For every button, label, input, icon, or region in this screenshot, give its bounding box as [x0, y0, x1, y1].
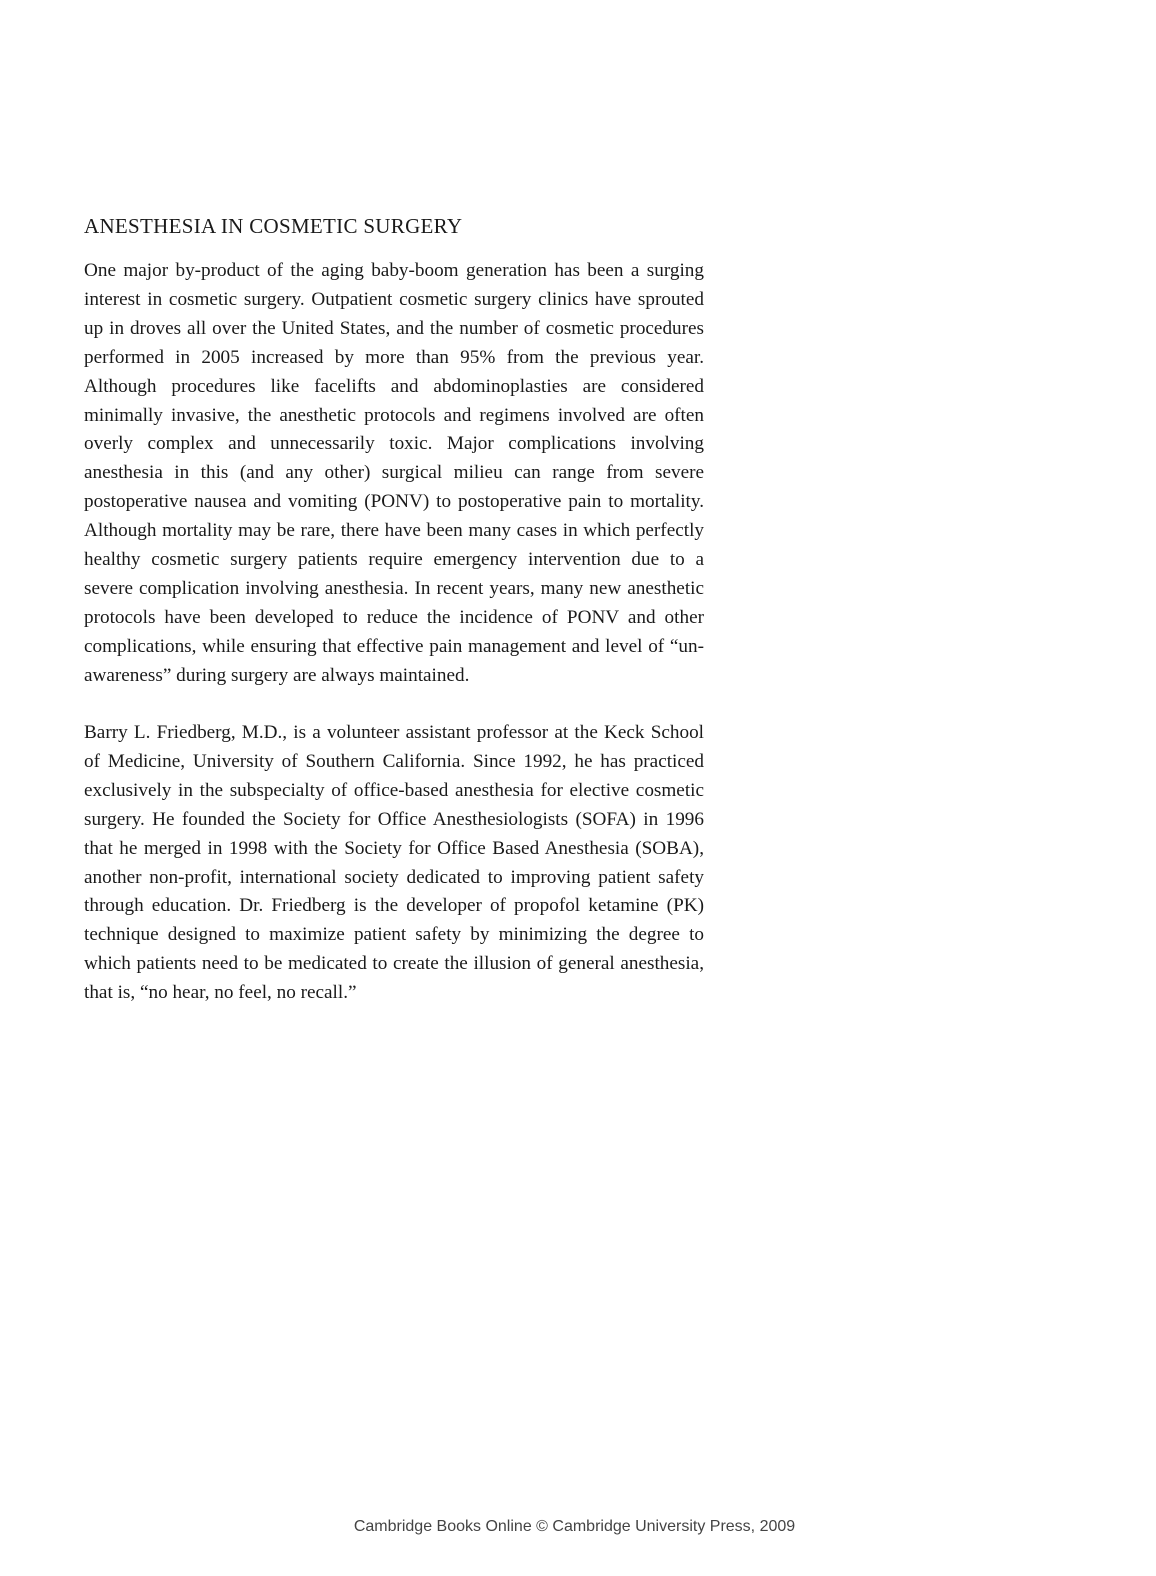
copyright-footer: Cambridge Books Online © Cambridge University Press, 2009 — [353, 1518, 796, 1535]
body-paragraph-overview: One major by-product of the aging baby-boom generation has been a surging interest in cosmetic surgery. Outpatient cosmetic surgery clinics have sprouted up in droves all over the United States, and the number of cosmetic procedures performed in 2005 increased by more than 95% from the previous year. Although procedures like facelifts and abdominoplasties are considered minimally invasive, the anesthetic protocols and regimens involved are often overly complex and unnecessarily toxic. Major complications involving anesthesia in this (and any other) surgical milieu can range from severe postoperative nausea and vomiting (PONV) to postoperative pain to mortality. Although mortality may be rare, there have been many cases in which perfectly healthy cosmetic surgery patients require emergency intervention due to a severe complication involving anesthesia. In recent years, many new anesthetic protocols have been developed to reduce the incidence of PONV and other complications, while ensuring that effective pain management and level of “un-awareness” during surgery are always maintained. — [84, 260, 704, 686]
section-heading: ANESTHESIA IN COSMETIC SURGERY — [84, 214, 463, 238]
body-paragraph-author-bio: Barry L. Friedberg, M.D., is a volunteer assistant professor at the Keck School of Medicine, University of Southern California. Since 1992, he has practiced exclusively in the subspecialty of office-based anesthesia for elective cosmetic surgery. He founded the Society for Office Anesthesiologists (SOFA) in 1996 that he merged in 1998 with the Society for Office Based Anesthesia (SOBA), another non-profit, international society dedicated to improving patient safety through education. Dr. Friedberg is the developer of propofol ketamine (PK) technique designed to maximize patient safety by minimizing the degree to which patients need to be medicated to create the illusion of general anesthesia, that is, “no hear, no feel, no recall.” — [84, 722, 704, 1004]
